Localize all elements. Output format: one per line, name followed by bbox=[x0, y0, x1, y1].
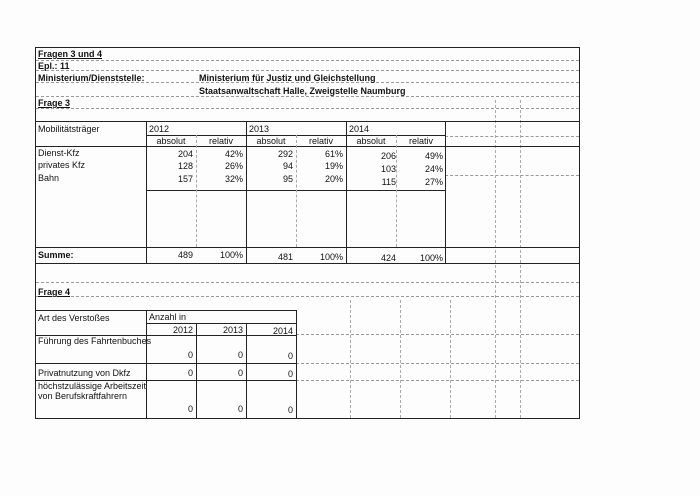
count-header: Anzahl in bbox=[149, 312, 187, 322]
table-cell: 206 bbox=[380, 151, 396, 161]
sum-cell: 424 bbox=[380, 253, 396, 263]
sub-header: relativ bbox=[308, 136, 333, 146]
table-line bbox=[35, 363, 297, 364]
col-header-violation: Art des Verstoßes bbox=[38, 313, 110, 323]
grid-line bbox=[296, 380, 579, 381]
grid-line bbox=[400, 300, 401, 418]
year-header: 2014 bbox=[272, 326, 293, 336]
table-cell: 292 bbox=[277, 149, 293, 159]
sub-header: absolut bbox=[256, 136, 286, 146]
row-label: Führung des Fahrtenbuches bbox=[38, 336, 152, 346]
row-label: Bahn bbox=[38, 173, 60, 183]
row-label: privates Kfz bbox=[38, 160, 86, 170]
row-label: höchstzulässige Arbeitszeit von Berufskraftfahrern bbox=[38, 381, 147, 401]
table-line bbox=[146, 323, 297, 324]
table-line bbox=[35, 310, 297, 311]
sum-label: Summe: bbox=[38, 250, 74, 260]
grid-line bbox=[350, 300, 351, 418]
table-cell: 95 bbox=[282, 174, 293, 184]
table-cell: 49% bbox=[424, 151, 443, 161]
table-cell: 0 bbox=[237, 404, 243, 414]
table-cell: 0 bbox=[187, 368, 193, 378]
table-cell: 0 bbox=[187, 404, 193, 414]
table-cell: 0 bbox=[237, 350, 243, 360]
table-cell: 42% bbox=[224, 149, 243, 159]
sum-cell: 100% bbox=[419, 253, 443, 263]
form-title: Fragen 3 und 4 bbox=[38, 49, 103, 59]
table-cell: 103 bbox=[380, 164, 396, 174]
grid-line bbox=[36, 96, 579, 97]
grid-line bbox=[495, 100, 496, 418]
table-cell: 32% bbox=[224, 174, 243, 184]
table-line bbox=[35, 247, 580, 248]
sub-header: relativ bbox=[408, 136, 433, 146]
sub-header: relativ bbox=[208, 136, 233, 146]
table-cell: 20% bbox=[324, 174, 343, 184]
table-cell: 0 bbox=[287, 369, 293, 379]
sub-header: absolut bbox=[156, 136, 186, 146]
frage3-heading: Frage 3 bbox=[38, 98, 71, 108]
table-line bbox=[35, 121, 580, 122]
office-name: Staatsanwaltschaft Halle, Zweigstelle Naumburg bbox=[199, 86, 406, 96]
grid-line bbox=[450, 300, 451, 418]
table-cell: 128 bbox=[177, 161, 193, 171]
table-line bbox=[35, 263, 580, 264]
row-label: Privatnutzung von Dkfz bbox=[38, 368, 131, 378]
table-cell: 0 bbox=[287, 405, 293, 415]
table-cell: 0 bbox=[237, 368, 243, 378]
grid-line bbox=[445, 136, 579, 137]
table-cell: 27% bbox=[424, 177, 443, 187]
grid-line bbox=[36, 108, 579, 109]
ministry-label: Ministerium/Dienststelle: bbox=[38, 73, 145, 83]
col-header-mobility: Mobilitätsträger bbox=[38, 124, 100, 134]
table-cell: 61% bbox=[324, 149, 343, 159]
grid-line bbox=[296, 363, 579, 364]
grid-line bbox=[296, 334, 579, 335]
table-cell: 26% bbox=[224, 161, 243, 171]
grid-line bbox=[520, 100, 521, 418]
year-header: 2014 bbox=[349, 124, 370, 134]
row-label: Dienst-Kfz bbox=[38, 148, 80, 158]
sum-cell: 100% bbox=[319, 252, 343, 262]
epl-label: Epl.: 11 bbox=[38, 61, 70, 71]
table-line bbox=[296, 310, 297, 418]
year-header: 2013 bbox=[222, 325, 243, 335]
sum-cell: 100% bbox=[219, 250, 243, 260]
table-cell: 115 bbox=[381, 177, 396, 187]
table-cell: 0 bbox=[187, 350, 193, 360]
table-cell: 204 bbox=[177, 149, 193, 159]
grid-line bbox=[36, 70, 579, 71]
grid-line bbox=[36, 296, 579, 297]
frage4-heading: Frage 4 bbox=[38, 287, 71, 297]
year-header: 2012 bbox=[149, 124, 170, 134]
table-cell: 157 bbox=[177, 174, 193, 184]
year-header: 2013 bbox=[249, 124, 270, 134]
table-cell: 19% bbox=[324, 161, 343, 171]
grid-line bbox=[36, 282, 579, 283]
table-cell: 0 bbox=[287, 351, 293, 361]
grid-line bbox=[36, 60, 579, 61]
table-cell: 24% bbox=[424, 164, 443, 174]
sum-cell: 481 bbox=[277, 252, 293, 262]
year-header: 2012 bbox=[172, 325, 193, 335]
sum-cell: 489 bbox=[177, 250, 193, 260]
table-line bbox=[35, 146, 580, 147]
grid-line bbox=[445, 175, 579, 176]
ministry-name: Ministerium für Justiz und Gleichstellung bbox=[199, 73, 376, 83]
table-cell: 94 bbox=[282, 161, 293, 171]
sub-header: absolut bbox=[356, 136, 386, 146]
